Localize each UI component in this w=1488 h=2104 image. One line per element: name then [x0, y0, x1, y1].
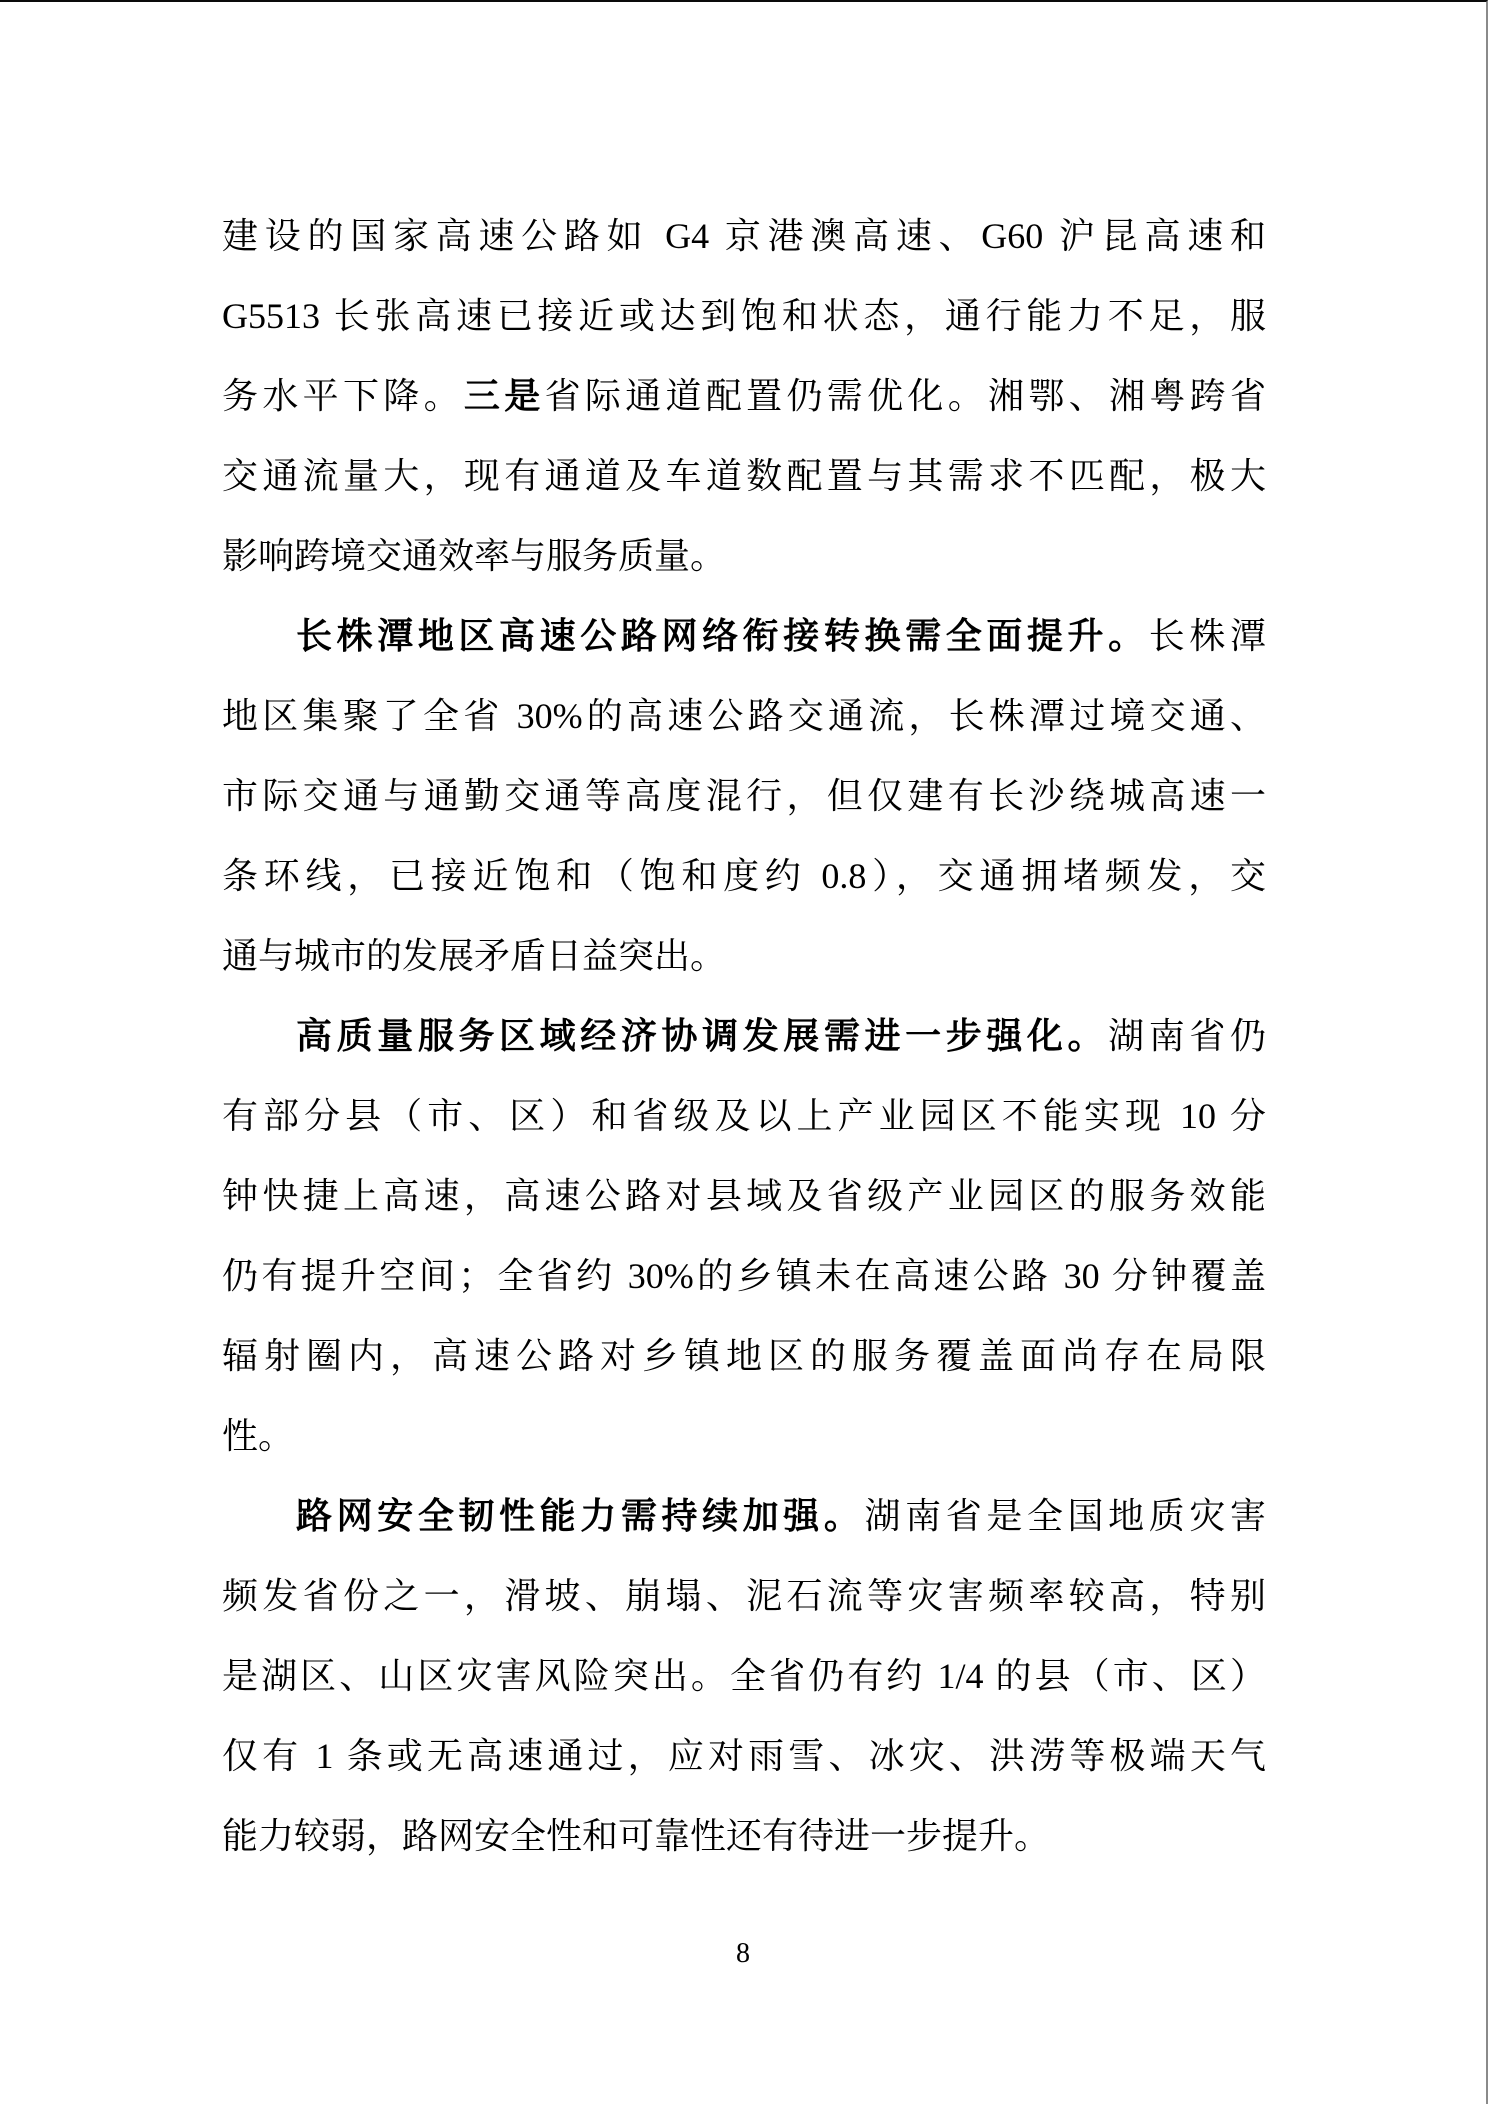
text-run: 仍有提升空间；全省约 30%的乡镇未在高速公路 30 分钟覆盖 — [222, 1256, 1266, 1296]
text-line — [222, 676, 1266, 756]
text-run: 通与城市的发展矛盾日益突出。 — [222, 936, 727, 976]
text-line — [222, 1236, 1266, 1316]
text-line — [222, 276, 1266, 356]
text-run: 省际通道配置仍需优化。湘鄂、湘粤跨省 — [544, 376, 1266, 416]
text-run: 是湖区、山区灾害风险突出。全省仍有约 1/4 的县（市、区） — [222, 1656, 1266, 1696]
text-run-bold: 高质量服务区域经济协调发展需进一步强化。 — [296, 1016, 1109, 1056]
text-run: 交通流量大，现有通道及车道数配置与其需求不匹配，极大 — [222, 456, 1266, 496]
text-line — [222, 1156, 1266, 1236]
text-run: 地区集聚了全省 30%的高速公路交通流，长株潭过境交通、 — [222, 696, 1266, 736]
text-run: 辐射圈内，高速公路对乡镇地区的服务覆盖面尚存在局限 — [222, 1336, 1266, 1376]
text-run: 长株潭 — [1148, 616, 1266, 656]
text-line — [222, 836, 1266, 916]
text-run: 有部分县（市、区）和省级及以上产业园区不能实现 10 分 — [222, 1096, 1266, 1136]
text-run: 影响跨境交通效率与服务质量。 — [222, 536, 727, 576]
text-line — [222, 1556, 1266, 1636]
text-run: 钟快捷上高速，高速公路对县域及省级产业园区的服务效能 — [222, 1176, 1266, 1216]
text-line — [222, 1796, 1266, 1876]
text-run: 务水平下降。 — [222, 376, 464, 416]
text-line — [222, 916, 1266, 996]
text-run: 能力较弱，路网安全性和可靠性还有待进一步提升。 — [222, 1816, 1051, 1856]
text-run: 市际交通与通勤交通等高度混行，但仅建有长沙绕城高速一 — [222, 776, 1266, 816]
text-line — [222, 196, 1266, 276]
text-run: G5513 长张高速已接近或达到饱和状态，通行能力不足，服 — [222, 296, 1266, 336]
paragraph — [222, 1476, 1266, 1876]
text-run: 频发省份之一，滑坡、崩塌、泥石流等灾害频率较高，特别 — [222, 1576, 1266, 1616]
paragraph — [222, 196, 1266, 596]
paragraph — [222, 996, 1266, 1476]
text-run: 建设的国家高速公路如 G4 京港澳高速、G60 沪昆高速和 — [222, 216, 1266, 256]
text-line — [222, 1396, 1266, 1476]
text-run: 仅有 1 条或无高速通过，应对雨雪、冰灾、洪涝等极端天气 — [222, 1736, 1266, 1776]
text-run: 湖南省是全国地质灾害 — [864, 1496, 1266, 1536]
text-run-bold: 三是 — [463, 376, 545, 416]
text-line — [222, 356, 1266, 436]
text-run: 湖南省仍 — [1108, 1016, 1266, 1056]
text-line — [222, 1476, 1266, 1556]
text-line — [222, 436, 1266, 516]
text-line — [222, 516, 1266, 596]
text-line — [222, 996, 1266, 1076]
text-line — [222, 756, 1266, 836]
text-run: 条环线，已接近饱和（饱和度约 0.8），交通拥堵频发，交 — [222, 856, 1266, 896]
text-line — [222, 1316, 1266, 1396]
text-line — [222, 596, 1266, 676]
page-number: 8 — [736, 1938, 750, 1969]
text-line — [222, 1076, 1266, 1156]
text-line — [222, 1636, 1266, 1716]
paragraph — [222, 596, 1266, 996]
text-line — [222, 1716, 1266, 1796]
text-run: 性。 — [222, 1416, 295, 1456]
text-run-bold: 长株潭地区高速公路网络衔接转换需全面提升。 — [296, 616, 1149, 656]
text-block — [222, 196, 1266, 1876]
text-run-bold: 路网安全韧性能力需持续加强。 — [296, 1496, 865, 1536]
